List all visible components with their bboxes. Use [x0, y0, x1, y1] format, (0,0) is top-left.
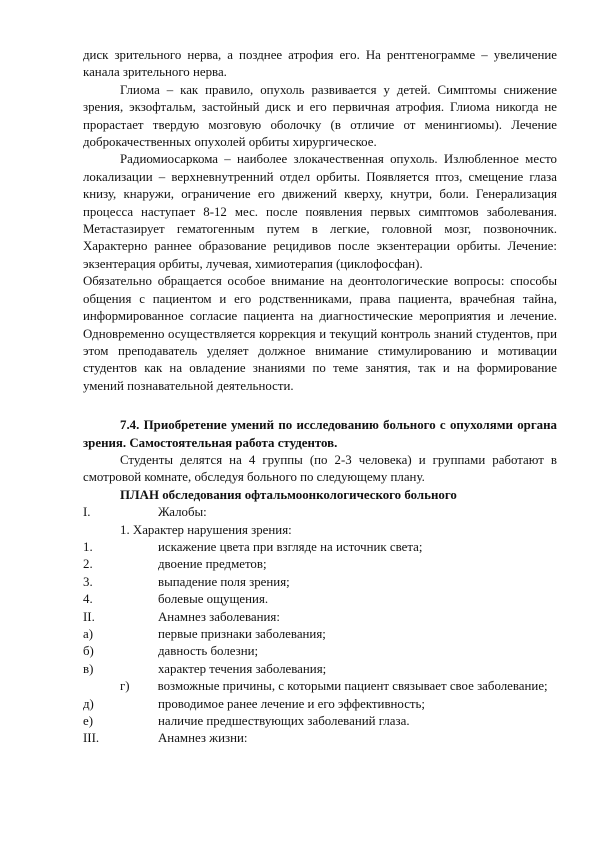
list-marker: а) [83, 627, 94, 641]
plan-list [83, 504, 557, 748]
paragraph-optic-nerve: диск зрительного нерва, а позднее атрофия его. На рентгенограмме – увеличение канала зрительного нерва. [83, 48, 557, 80]
list-item [83, 730, 557, 747]
list-item [83, 574, 557, 591]
list-marker: в) [83, 661, 94, 676]
list-marker: 4. [83, 592, 93, 607]
list-item [83, 504, 557, 521]
list-item [83, 591, 557, 608]
list-text: характер течения заболевания; [158, 661, 327, 676]
list-text: выпадение поля зрения; [158, 574, 290, 589]
list-marker: 1. [83, 539, 93, 554]
list-text: давность болезни; [158, 644, 259, 659]
list-marker: е) [83, 714, 94, 729]
list-text: двоение предметов; [158, 557, 267, 572]
list-marker: 2. [83, 557, 93, 572]
list-text: болевые ощущения. [158, 592, 269, 607]
list-marker: б) [83, 644, 94, 659]
list-text: Анамнез жизни: [158, 731, 248, 746]
list-text: искажение цвета при взгляде на источник света; [158, 539, 423, 554]
list-item-wrapped [83, 678, 557, 695]
list-text: первые признаки заболевания; [158, 627, 326, 641]
document-page [83, 47, 557, 748]
paragraph-deontology: Обязательно обращается особое внимание на деонтологические вопросы: способы общения с пациентом и его родственниками, права пациента, врачебная тайна, информированное согласие пациента на диагностические мероприятия и лечение. Одновременно осуществляется коррекция и текущий контроль знаний студентов, при этом преподаватель уделяет должное внимание стимулированию и мотивации студентов как на овладение знаниями по теме занятия, так и на формирование умений познавательной деятельности. [83, 274, 557, 393]
list-marker: II. [83, 609, 95, 624]
list-text: проводимое ранее лечение и его эффективность; [158, 696, 426, 711]
spacer [83, 395, 557, 417]
list-text: возможные причины, с которыми пациент связывает свое заболевание; [157, 679, 548, 694]
list-item [83, 643, 557, 660]
list-item [83, 696, 557, 713]
plan-title: ПЛАН обследования офтальмоонкологического больного [120, 487, 457, 502]
list-marker: г) [120, 679, 130, 694]
list-text: Анамнез заболевания: [158, 609, 280, 624]
list-item [83, 609, 557, 626]
section-heading: 7.4. Приобретение умений по исследованию больного с опухолями органа зрения. Самостоятельная работа студентов. [83, 418, 557, 450]
list-marker: 3. [83, 574, 93, 589]
list-subheading: 1. Характер нарушения зрения: [120, 522, 292, 537]
paragraph-rhabdomyosarcoma: Радиомиосаркома – наиболее злокачественная опухоль. Излюбленное место локализации – верхневнутренний отдел орбиты. Появляется птоз, смещение глаза книзу, кнаружи, ограничение его движений кверху, кнутри, боли. Генерализация процесса наступает 8-12 мес. после появления первых симптомов заболевания. Метастазирует гематогенным путем в легкие, головной мозг, позвоночник. Характерно раннее образование рецидивов после экзентерации орбиты. Лечение: экзентерация орбиты, лучевая, химиотерапия (циклофосфан). [83, 152, 557, 271]
list-item [83, 539, 557, 556]
list-item [83, 626, 557, 643]
list-marker: д) [83, 696, 94, 711]
section-intro: Студенты делятся на 4 группы (по 2-3 человека) и группами работают в смотровой комнате, обследуя больного по следующему плану. [83, 452, 557, 485]
list-item [83, 556, 557, 573]
list-marker: III. [83, 731, 100, 746]
list-text: наличие предшествующих заболеваний глаза. [158, 714, 410, 729]
list-text: Жалобы: [158, 505, 207, 520]
paragraph-glioma: Глиома – как правило, опухоль развивается у детей. Симптомы снижение зрения, экзофтальм, застойный диск и его первичная атрофия. Глиома никогда не прорастает твердую мозговую оболочку (в отличие от менингиомы). Лечение доброкачественных опухолей орбиты хирургическое. [83, 82, 557, 150]
list-item [83, 713, 557, 730]
list-item [83, 661, 557, 678]
list-marker: I. [83, 505, 91, 520]
